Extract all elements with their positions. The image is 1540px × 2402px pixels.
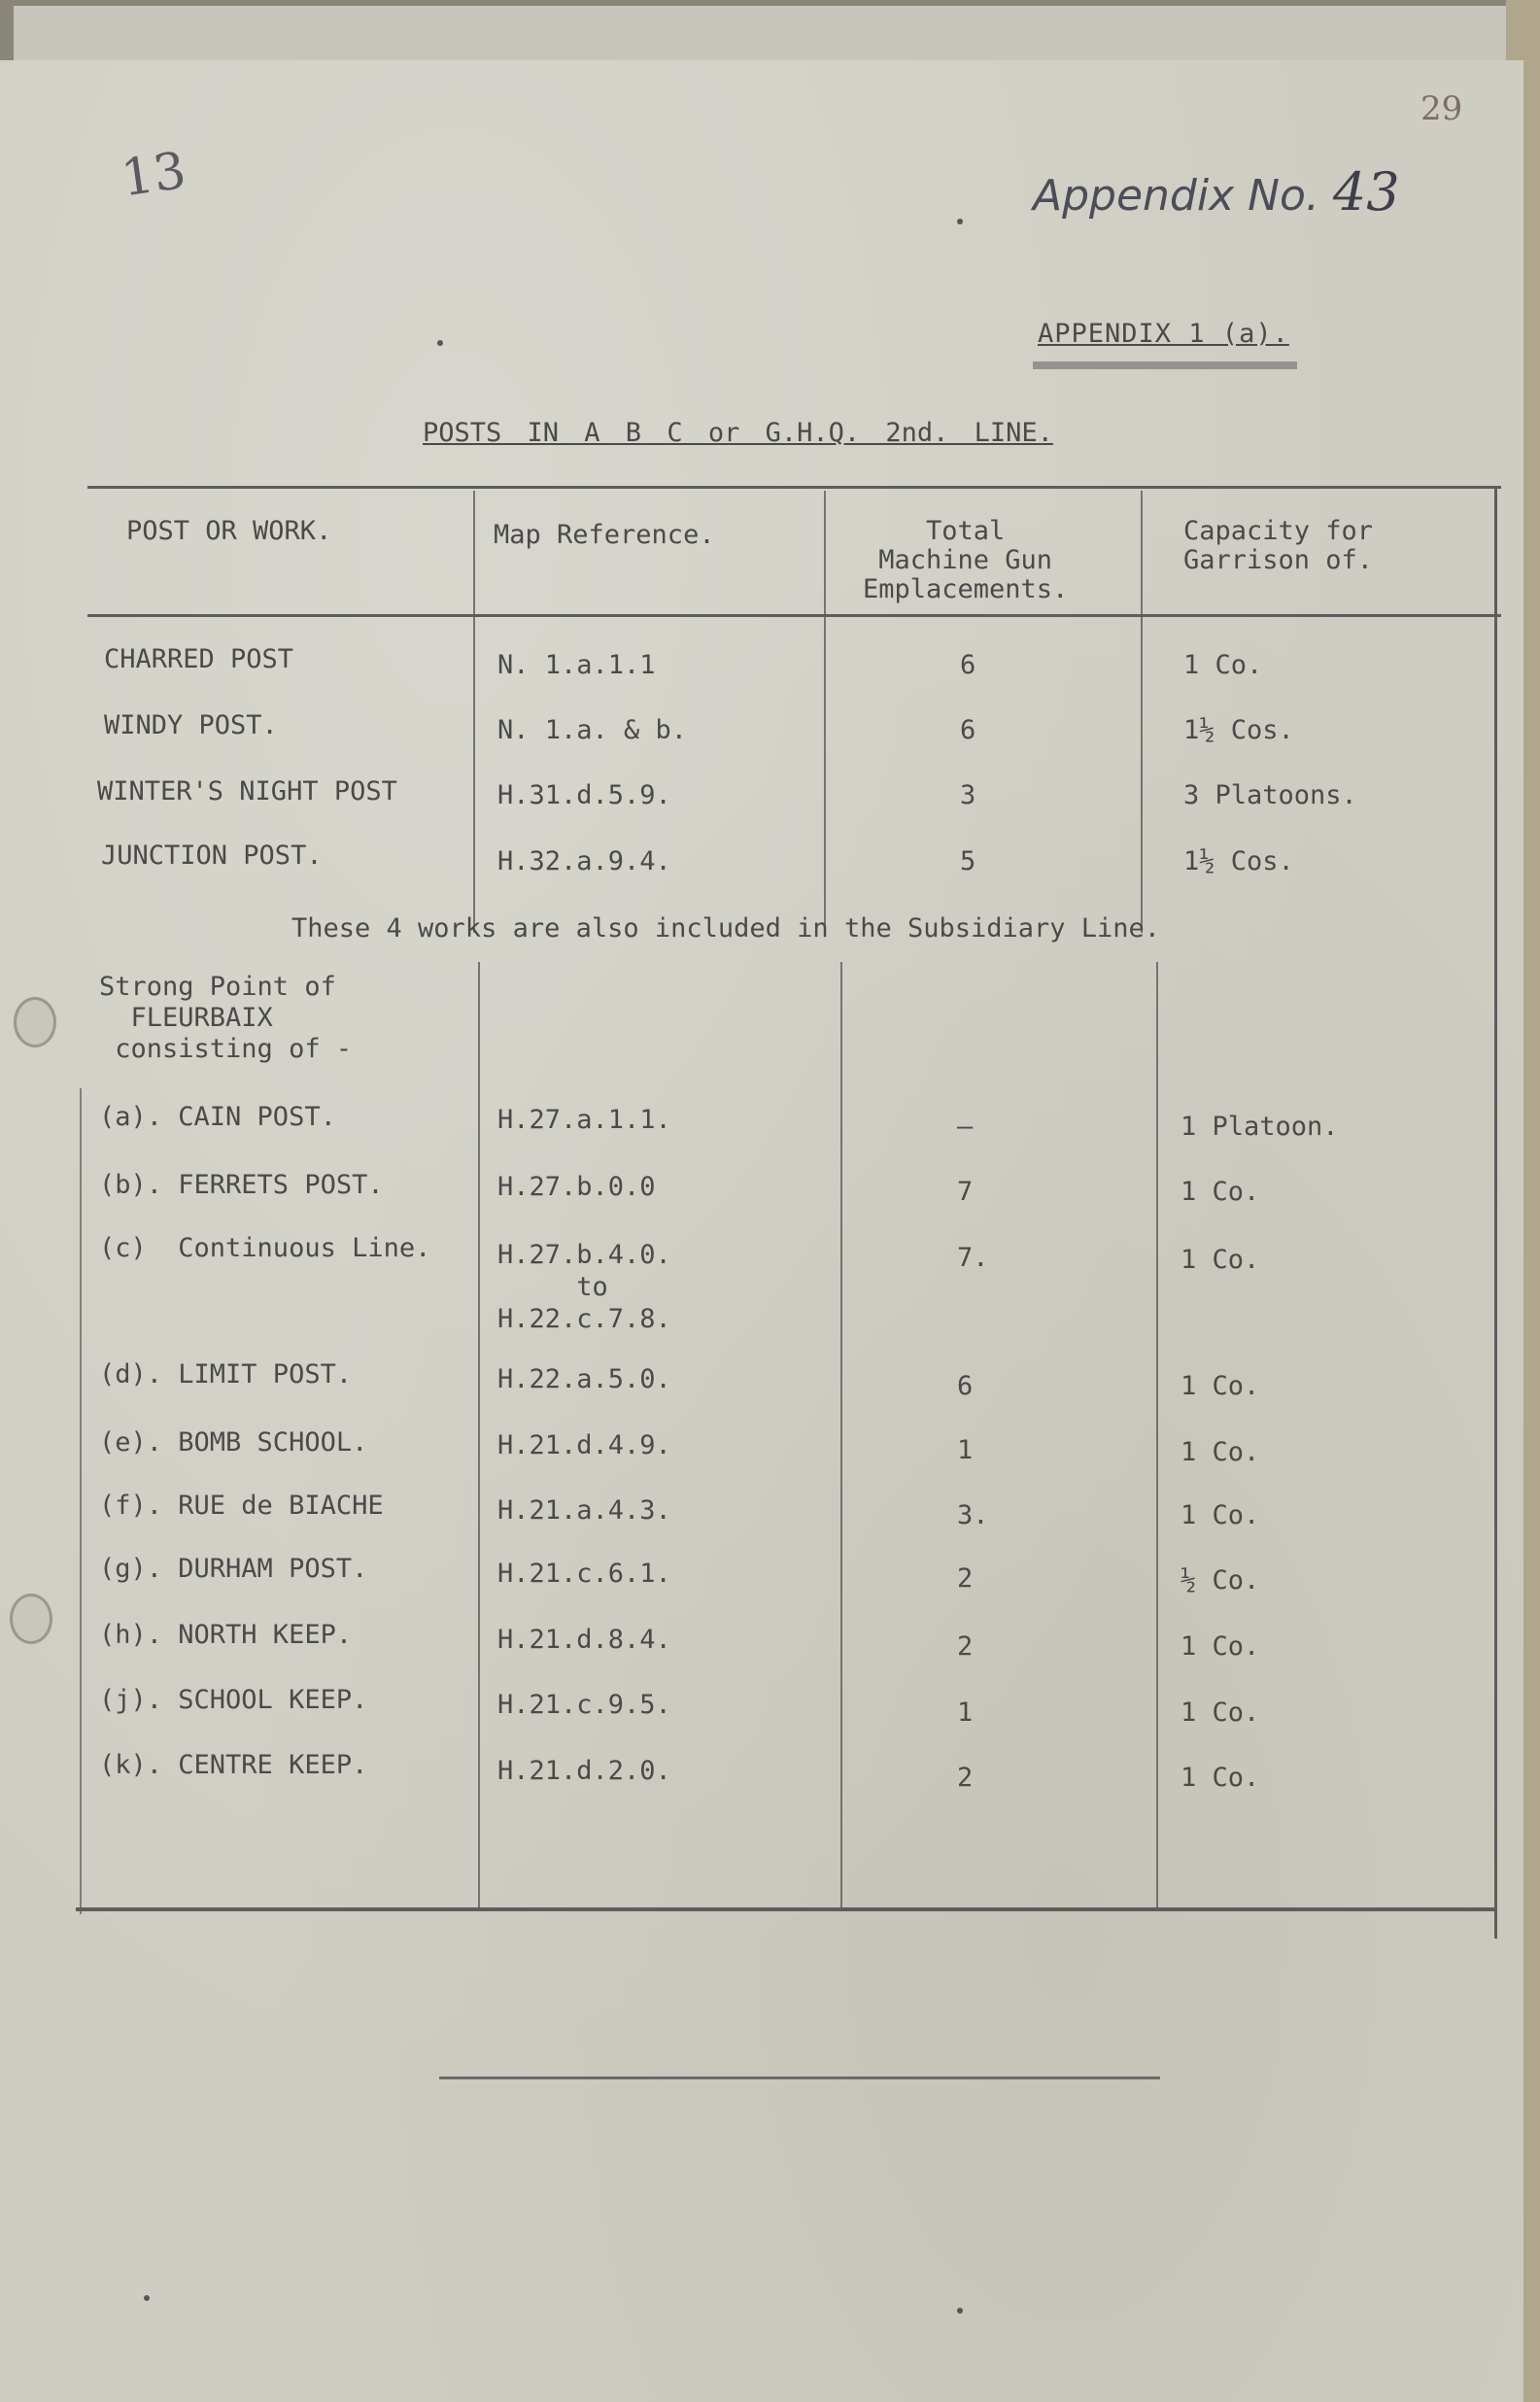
folio-number-right: 29 [1420,89,1463,128]
strong-point-heading: Strong Point of FLEURBAIX consisting of - [99,972,353,1064]
row-garrison: 1 Co. [1181,1631,1260,1662]
row-post: (j). SCHOOL KEEP. [99,1685,368,1715]
row-mg: 1 [957,1435,974,1465]
column-header-map: Map Reference. [494,520,715,550]
row-garrison: 1 Co. [1181,1698,1260,1728]
row-map: H.32.a.9.4. [497,846,671,876]
row-map: N. 1.a.1.1 [497,650,656,680]
row-post: JUNCTION POST. [101,841,323,871]
row-garrison: 1 Co. [1181,1763,1260,1793]
row-post: WINDY POST. [104,710,278,740]
row-map: H.21.c.9.5. [497,1690,671,1720]
row-garrison: 1 Platoon. [1181,1112,1339,1142]
appendix-stamp [1033,161,1400,223]
row-mg: – [957,1112,974,1142]
row-mg: 7. [957,1243,989,1273]
row-garrison: 1 Co. [1181,1177,1260,1207]
table-right-rule [1494,486,1497,1939]
col-divider-2a [824,491,826,933]
folio-number: 13 [118,141,190,209]
row-post: (h). NORTH KEEP. [99,1620,353,1650]
row-map: H.21.d.2.0. [497,1756,671,1786]
row-mg: 6 [960,650,976,680]
column-header-post: POST OR WORK. [126,516,332,546]
table-bottom-rule [76,1907,1496,1911]
row-map: H.21.a.4.3. [497,1495,671,1526]
punch-hole [14,997,56,1047]
row-mg: 2 [957,1631,974,1662]
row-post: WINTER'S NIGHT POST [97,776,397,806]
col-divider-3a [1141,491,1143,933]
ink-speck [144,2295,150,2301]
row-mg: 3 [960,780,976,810]
table-header-rule [87,614,1501,617]
row-mg: 3. [957,1500,989,1530]
row-mg: 5 [960,846,976,876]
document-page [0,60,1523,2402]
row-garrison: 1 Co. [1181,1371,1260,1401]
row-map: H.27.b.4.0. to H.22.c.7.8. [497,1240,671,1334]
row-map: H.27.b.0.0 [497,1172,656,1202]
col-divider-2b [840,962,842,1909]
row-mg: 6 [960,715,976,745]
col-divider-1b [478,962,480,1909]
row-post: (e). BOMB SCHOOL. [99,1427,368,1458]
row-garrison: 1½ Cos. [1183,846,1294,876]
column-header-garrison: Capacity for Garrison of. [1183,516,1374,575]
punch-hole [10,1594,52,1644]
row-post: (a). CAIN POST. [99,1102,336,1132]
row-post: (b). FERRETS POST. [99,1170,384,1200]
ink-speck [957,219,963,224]
row-post: (d). LIMIT POST. [99,1359,353,1390]
row-post: CHARRED POST [104,644,294,674]
row-post: (c) Continuous Line. [99,1233,431,1263]
row-mg: 7 [957,1177,974,1207]
row-map: N. 1.a. & b. [497,715,688,745]
row-map: H.21.d.4.9. [497,1430,671,1460]
row-post: (g). DURHAM POST. [99,1554,368,1584]
row-map: H.31.d.5.9. [497,780,671,810]
col-divider-3b [1156,962,1158,1909]
row-garrison: 1 Co. [1181,1500,1260,1530]
col-divider-1a [473,491,475,933]
row-mg: 2 [957,1563,974,1594]
table-left-rule [80,1088,82,1914]
row-map: H.22.a.5.0. [497,1364,671,1394]
row-post: (f). RUE de BIACHE [99,1491,384,1521]
closing-rule [439,2076,1160,2079]
appendix-stamp-prefix: Appendix No. [1033,171,1319,221]
table-note: These 4 works are also included in the Subsidiary Line. [291,913,1161,944]
row-garrison: ½ Co. [1181,1565,1260,1596]
row-garrison: 1 Co. [1181,1245,1260,1275]
table-top-rule [87,486,1501,489]
row-garrison: 1 Co. [1183,650,1263,680]
appendix-underline-bar [1033,361,1297,369]
row-map: H.27.a.1.1. [497,1105,671,1135]
row-mg: 2 [957,1763,974,1793]
ink-speck [957,2308,963,2314]
row-map: H.21.d.8.4. [497,1625,671,1655]
row-garrison: 3 Platoons. [1183,780,1357,810]
row-mg: 1 [957,1698,974,1728]
column-header-mg: Total Machine Gun Emplacements. [863,516,1069,604]
row-map: H.21.c.6.1. [497,1559,671,1589]
row-mg: 6 [957,1371,974,1401]
appendix-subtitle: APPENDIX 1 (a). [1038,319,1289,349]
row-garrison: 1½ Cos. [1183,715,1294,745]
row-garrison: 1 Co. [1181,1437,1260,1467]
ink-speck [437,340,443,346]
row-post: (k). CENTRE KEEP. [99,1750,368,1780]
appendix-stamp-number: 43 [1332,161,1400,223]
page-title: POSTS IN A B C or G.H.Q. 2nd. LINE. [423,418,1053,448]
